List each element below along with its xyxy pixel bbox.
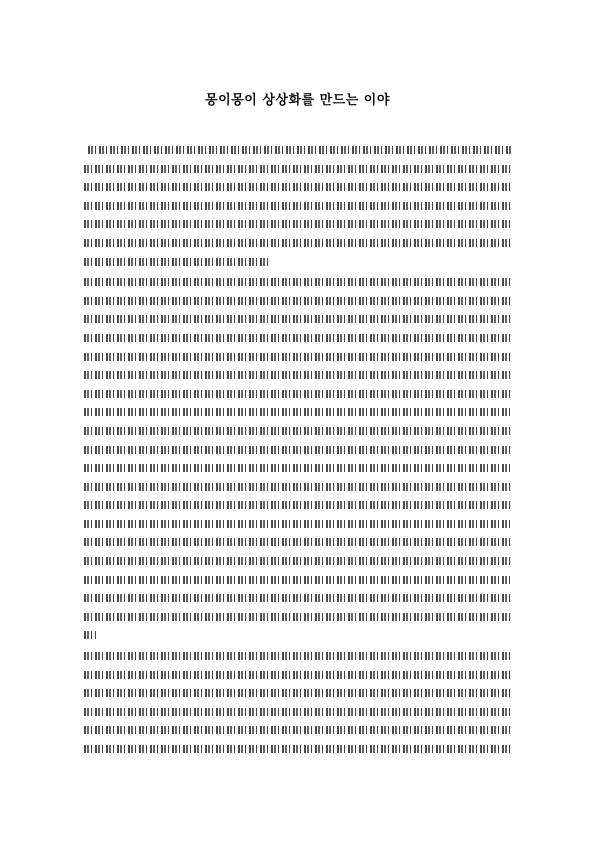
- text-line: [84, 684, 512, 703]
- paragraph-1: [84, 141, 512, 271]
- text-line: [84, 253, 512, 272]
- text-line: [84, 571, 512, 590]
- text-line: [84, 533, 512, 552]
- text-line: [84, 366, 512, 385]
- text-line: [84, 496, 512, 515]
- text-line: [84, 385, 512, 404]
- text-line: [84, 329, 512, 348]
- text-line: [84, 647, 512, 666]
- text-line: [84, 234, 512, 253]
- paragraph-3: [84, 647, 512, 759]
- paragraph-2: [84, 273, 512, 645]
- text-line: [84, 403, 512, 422]
- text-line: [84, 215, 512, 234]
- text-line: [84, 141, 512, 160]
- text-line: [84, 626, 512, 645]
- text-line: [84, 515, 512, 534]
- text-line: [84, 721, 512, 740]
- text-line: [84, 160, 512, 179]
- text-line: [84, 348, 512, 367]
- text-line: [84, 608, 512, 627]
- text-line: [84, 292, 512, 311]
- text-line: [84, 197, 512, 216]
- text-line: [84, 273, 512, 292]
- text-line: [84, 441, 512, 460]
- document-body: [84, 141, 512, 759]
- text-line: [84, 703, 512, 722]
- text-line: [84, 478, 512, 497]
- text-line: [84, 552, 512, 571]
- text-line: [84, 666, 512, 685]
- text-line: [84, 422, 512, 441]
- text-line: [84, 740, 512, 759]
- text-line: [84, 178, 512, 197]
- text-line: [84, 589, 512, 608]
- text-line: [84, 459, 512, 478]
- text-line: [84, 310, 512, 329]
- document-title: 몽이몽이 상상화를 만드는 이야: [205, 93, 390, 108]
